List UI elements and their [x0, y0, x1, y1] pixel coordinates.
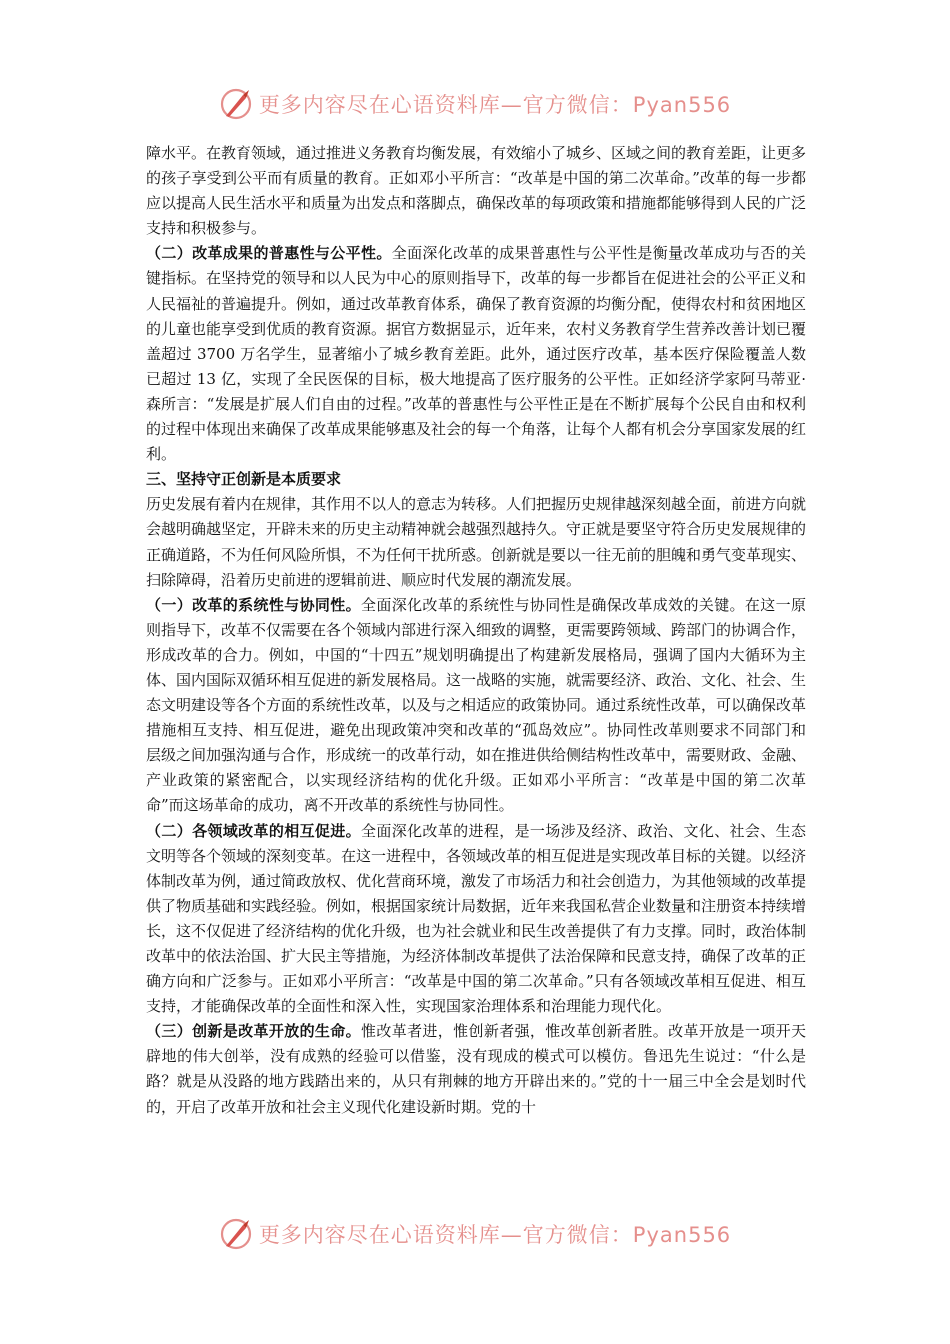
- header-banner: [0, 84, 950, 124]
- paragraph-text: 全面深化改革的进程，是一场涉及经济、政治、文化、社会、生态文明等各个领域的深刻变革。在这一进程中，各领域改革的相互促进是实现改革目标的关键。以经济体制改革为例，通过简政放权、优化营商环境，激发了市场活力和社会创造力，为其他领域的改革提供了物质基础和实践经验。例如，根据国家统计局数据，近年来我国私营企业数量和注册资本持续增长，这不仅促进了经济结构的优化升级，也为社会就业和民生改善提供了有力支撑。同时，政治体制改革中的依法治国、扩大民主等措施，为经济体制改革提供了法治保障和民意支持，确保了改革的正确方向和广泛参与。正如邓小平所言：“改革是中国的第二次革命。”只有各领域改革相互促进、相互支持，才能确保改革的全面性和深入性，实现国家治理体系和治理能力现代化。: [146, 821, 807, 1016]
- paragraph-text: 全面深化改革的成果普惠性与公平性是衡量改革成功与否的关键指标。在坚持党的领导和以人民为中心的原则指导下，改革的每一步都旨在促进社会的公平正义和人民福祉的普遍提升。例如，通过改革教育体系，确保了教育资源的均衡分配，使得农村和贫困地区的儿童也能享受到优质的教育资源。据官方数据显示，近年来，农村义务教育学生营养改善计划已覆盖超过 3700 万名学生，显著缩小了城乡教育差距。此外，通过医疗改革，基本医疗保险覆盖人数已超过 13 亿，实现了全民医保的目标，极大地提高了医疗服务的公平性。正如经济学家阿马蒂亚·森所言：“发展是扩展人们自由的过程。”改革的普惠性与公平性正是在不断扩展每个公民自由和权利的过程中体现出来确保了改革成果能够惠及社会的每一个角落，让每个人都有机会分享国家发展的红利。: [146, 244, 807, 464]
- quill-pen-icon: [219, 1217, 253, 1251]
- paragraph-text: 障水平。在教育领域，通过推进义务教育均衡发展，有效缩小了城乡、区域之间的教育差距，让更多的孩子享受到公平而有质量的教育。正如邓小平所言：“改革是中国的第二次革命。”改革的每一步都应以提高人民生活水平和质量为出发点和落脚点，确保改革的每项政策和措施都能够得到人民的广泛支持和积极参与。: [146, 144, 807, 238]
- document-body: [146, 141, 806, 1120]
- banner-text: 更多内容尽在心语资料库—官方微信：Pyan556: [258, 1223, 732, 1247]
- paragraph: [146, 141, 806, 241]
- paragraph: [146, 819, 806, 1020]
- paragraph-lead: （二）改革成果的普惠性与公平性。: [146, 244, 392, 263]
- paragraph: [146, 241, 806, 467]
- footer-banner: [0, 1214, 950, 1254]
- paragraph-text: 历史发展有着内在规律，其作用不以人的意志为转移。人们把握历史规律越深刻越全面，前进方向就会越明确越坚定，开辟未来的历史主动精神就会越强烈越持久。守正就是要坚守符合历史发展规律的正确道路，不为任何风险所惧，不为任何干扰所惑。创新就是要以一往无前的胆魄和勇气变革现实、扫除障碍，沿着历史前进的逻辑前进、顺应时代发展的潮流发展。: [146, 495, 807, 589]
- banner-text: 更多内容尽在心语资料库—官方微信：Pyan556: [258, 93, 732, 117]
- paragraph-lead: （二）各领域改革的相互促进。: [146, 821, 361, 840]
- paragraph: [146, 1019, 806, 1119]
- quill-pen-icon: [219, 87, 253, 121]
- paragraph: [146, 492, 806, 592]
- paragraph-lead: （一）改革的系统性与协同性。: [146, 595, 361, 614]
- paragraph-lead: （三）创新是改革开放的生命。: [146, 1022, 361, 1041]
- section-heading: 三、坚持守正创新是本质要求: [146, 470, 342, 489]
- paragraph-text: 惟改革者进，惟创新者强，惟改革创新者胜。改革开放是一项开天辟地的伟大创举，没有成熟的经验可以借鉴，没有现成的模式可以模仿。鲁迅先生说过：“什么是路？就是从没路的地方践踏出来的，从只有荆棘的地方开辟出来的。”党的十一届三中全会是划时代的，开启了改革开放和社会主义现代化建设新时期。党的十: [146, 1022, 806, 1116]
- paragraph-text: 全面深化改革的系统性与协同性是确保改革成效的关键。在这一原则指导下，改革不仅需要在各个领域内部进行深入细致的调整，更需要跨领域、跨部门的协调合作，形成改革的合力。例如，中国的“十四五”规划明确提出了构建新发展格局，强调了国内大循环为主体、国内国际双循环相互促进的新发展格局。这一战略的实施，就需要经济、政治、文化、社会、生态文明建设等各个方面的系统性改革，以及与之相适应的政策协同。通过系统性改革，可以确保改革措施相互支持、相互促进，避免出现政策冲突和改革的“孤岛效应”。协同性改革则要求不同部门和层级之间加强沟通与合作，形成统一的改革行动，如在推进供给侧结构性改革中，需要财政、金融、产业政策的紧密配合，以实现经济结构的优化升级。正如邓小平所言：“改革是中国的第二次革命”而这场革命的成功，离不开改革的系统性与协同性。: [146, 595, 807, 815]
- paragraph: [146, 593, 806, 819]
